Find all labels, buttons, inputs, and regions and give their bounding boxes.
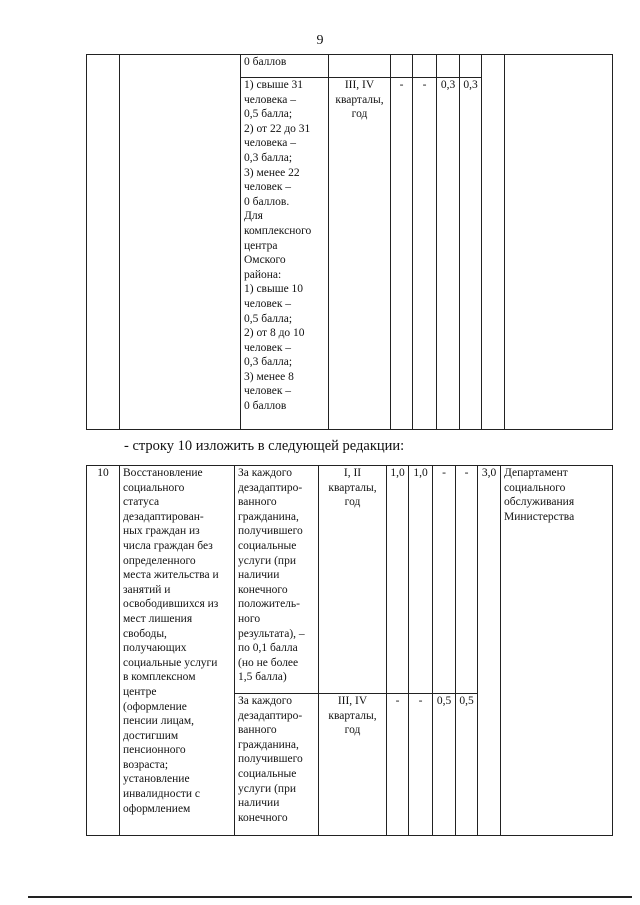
responsible-cell	[505, 55, 613, 430]
value-cell: 0,3	[460, 78, 482, 430]
value-cell: 0,5	[433, 694, 456, 836]
criterion-cell: За каждого дезадаптиро- ванного гражданина, получившего социальные услуги (при наличии конечного положитель- ного результата), – по 0,1 балла (но не более 1,5 балла)	[235, 466, 319, 694]
value-cell	[391, 55, 413, 78]
value-cell: -	[413, 78, 437, 430]
row-number-cell: 10	[87, 466, 120, 836]
value-cell	[437, 55, 460, 78]
value-cell: 0,3	[437, 78, 460, 430]
table-row	[87, 55, 613, 78]
value-cell: -	[456, 466, 478, 694]
value-cell: -	[391, 78, 413, 430]
indicator-name-cell: Восстановление социального статуса дезадаптирован- ных граждан из числа граждан без определенного места жительства и занятий и освободившихся из мест лишения свободы, получающих социальные услуги в комплексном центре (оформление пенсии лицам, достигшим пенсионного возраста; установление инвалидности с оформлением	[120, 466, 235, 836]
value-cell: -	[409, 694, 433, 836]
value-cell: 1,0	[409, 466, 433, 694]
max-score-cell	[482, 55, 505, 430]
period-cell	[329, 55, 391, 78]
instruction-text: - строку 10 изложить в следующей редакции:	[124, 438, 405, 454]
page-number: 9	[316, 33, 324, 48]
period-cell: III, IV кварталы, год	[329, 78, 391, 430]
responsible-cell: Департамент социального обслуживания Министерства	[501, 466, 613, 836]
value-cell: -	[387, 694, 409, 836]
period-cell: III, IV кварталы, год	[319, 694, 387, 836]
value-cell	[413, 55, 437, 78]
value-cell: 0,5	[456, 694, 478, 836]
criterion-cell: 1) свыше 31 человека – 0,5 балла; 2) от 22 до 31 человека – 0,3 балла; 3) менее 22 человек – 0 баллов. Для комплексного центра Омского района: 1) свыше 10 человек – 0,5 балла; 2) от 8 до 10 человек – 0,3 балла; 3) менее 8 человек – 0 баллов	[241, 78, 329, 430]
criteria-table-continuation	[86, 54, 613, 430]
indicator-name-cell	[120, 55, 241, 430]
value-cell: 1,0	[387, 466, 409, 694]
criterion-cell: За каждого дезадаптиро- ванного гражданина, получившего социальные услуги (при наличии конечного	[235, 694, 319, 836]
period-cell: I, II кварталы, год	[319, 466, 387, 694]
value-cell: -	[433, 466, 456, 694]
table-row	[87, 466, 613, 694]
row-number-cell	[87, 55, 120, 430]
criterion-cell: 0 баллов	[241, 55, 329, 78]
page-bottom-rule	[28, 896, 632, 898]
value-cell	[460, 55, 482, 78]
max-score-cell: 3,0	[478, 466, 501, 836]
criteria-table-row-10	[86, 465, 613, 836]
